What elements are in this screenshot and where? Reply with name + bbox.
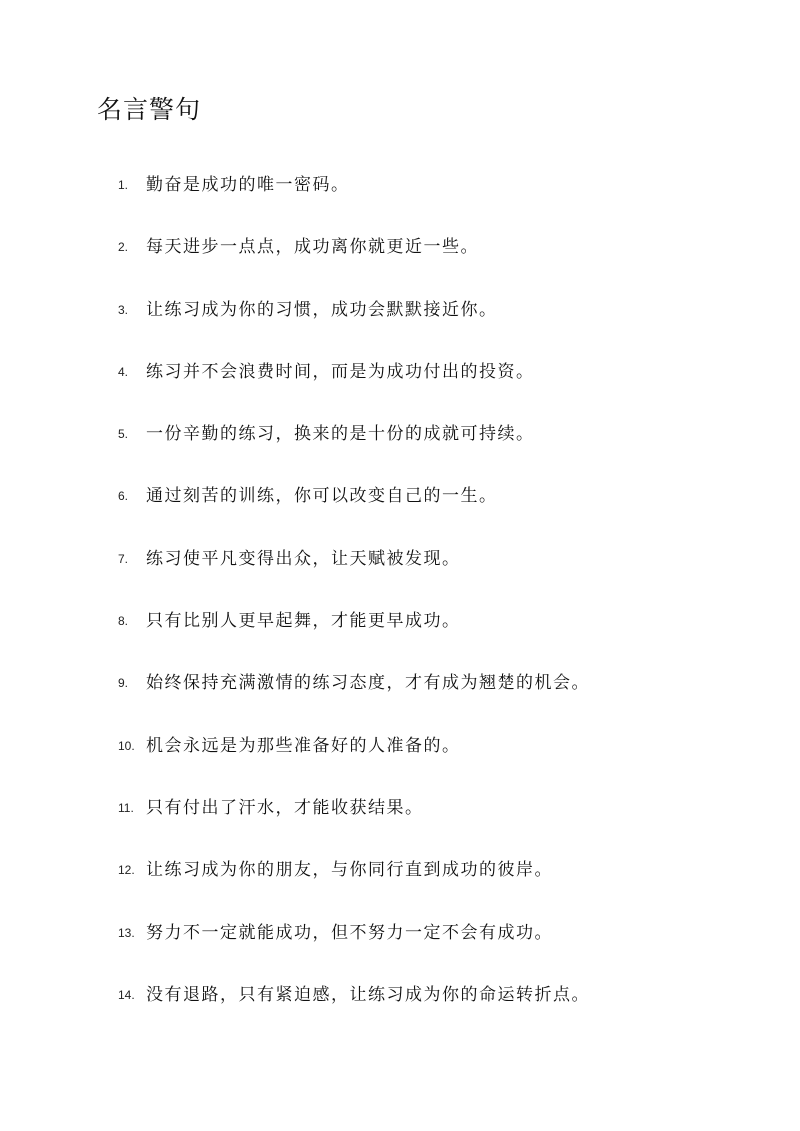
list-item-text: 机会永远是为那些准备好的人准备的。 (146, 735, 461, 756)
list-item-text: 没有退路，只有紧迫感，让练习成为你的命运转折点。 (146, 984, 590, 1005)
list-item-number: 12. (118, 863, 135, 878)
list-item (118, 855, 590, 917)
list-item-text: 只有比别人更早起舞，才能更早成功。 (146, 611, 461, 632)
list-item (118, 295, 590, 357)
list-item-number: 4. (118, 364, 129, 379)
list-item-text: 努力不一定就能成功，但不努力一定不会有成功。 (146, 922, 553, 943)
list-item-number: 10. (118, 738, 135, 753)
list-item-number: 9. (118, 676, 129, 691)
list-item-text: 一份辛勤的练习，换来的是十份的成就可持续。 (146, 424, 535, 445)
list-item-text: 练习使平凡变得出众，让天赋被发现。 (146, 548, 461, 569)
list-item-text: 始终保持充满激情的练习态度，才有成为翘楚的机会。 (146, 673, 590, 694)
list-item-text: 勤奋是成功的唯一密码。 (146, 175, 350, 195)
list-item (118, 980, 590, 1042)
list-item-number: 11. (118, 800, 134, 815)
list-item (118, 170, 590, 232)
list-item (118, 606, 590, 668)
list-item-number: 2. (118, 240, 129, 255)
list-item (118, 544, 590, 606)
list-item-text: 让练习成为你的朋友，与你同行直到成功的彼岸。 (146, 860, 553, 881)
list-item (118, 793, 590, 855)
list-item (118, 668, 590, 730)
list-item-text: 每天进步一点点，成功离你就更近一些。 (146, 237, 479, 258)
list-item-number: 8. (118, 614, 129, 629)
list-item-text: 只有付出了汗水，才能收获结果。 (146, 797, 424, 818)
list-item (118, 481, 590, 543)
list-item-text: 让练习成为你的习惯，成功会默默接近你。 (146, 299, 498, 320)
page-title: 名言警句 (97, 95, 202, 124)
list-item-number: 7. (118, 551, 129, 566)
list-item-text: 练习并不会浪费时间，而是为成功付出的投资。 (146, 361, 535, 382)
list-item (118, 918, 590, 980)
list-item-number: 13. (118, 925, 135, 940)
list-item-number: 6. (118, 489, 129, 504)
list-item-number: 1. (118, 178, 129, 192)
list-item (118, 731, 590, 793)
list-item (118, 232, 590, 294)
list-item-number: 3. (118, 302, 129, 317)
list-item-number: 14. (118, 987, 135, 1002)
list-item (118, 419, 590, 481)
list-item-number: 5. (118, 427, 129, 442)
list-item (118, 357, 590, 419)
quote-list (118, 170, 590, 1042)
list-item-text: 通过刻苦的训练，你可以改变自己的一生。 (146, 486, 498, 507)
